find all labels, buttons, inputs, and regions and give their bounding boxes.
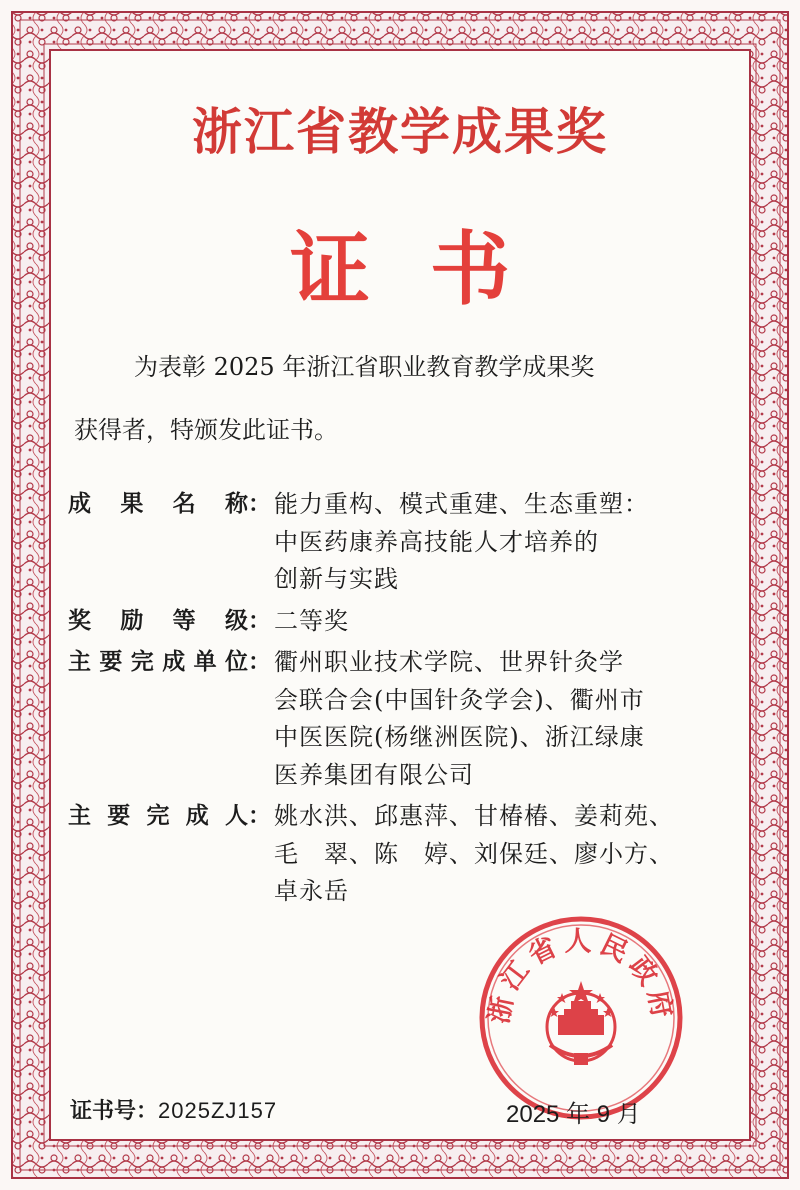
field-colon: ：: [248, 491, 271, 517]
value-line: 衢州职业技术学院、世界针灸学: [274, 648, 624, 676]
field-award-level: [68, 603, 740, 641]
field-label: 主要完成人: [68, 803, 248, 829]
field-value: [274, 603, 740, 641]
value-line: 中医药康养高技能人才培养的: [274, 527, 599, 556]
field-colon: ：: [248, 649, 271, 675]
field-value: [274, 486, 740, 599]
field-label: 成果名称: [68, 491, 248, 517]
field-completing-units: [68, 644, 740, 794]
issue-date: 2025 年 9 月: [506, 1101, 641, 1128]
national-emblem-icon: [547, 981, 615, 1065]
intro-text: [74, 336, 734, 462]
value-line: 中医医院(杨继洲医院)、浙江绿康: [274, 723, 645, 751]
value-line: 卓永岳: [274, 877, 349, 905]
field-label: 奖励等级: [68, 607, 248, 634]
field-label: 主要完成单位: [68, 649, 248, 675]
value-line: 姚水洪、邱惠萍、甘椿椿、姜莉苑、: [274, 802, 674, 830]
value-line: 会联合会(中国针灸学会)、衢州市: [274, 685, 645, 714]
value-line: 能力重构、模式重建、生态重塑：: [274, 490, 649, 518]
value-line: 二等奖: [274, 606, 349, 635]
certificate-number: [70, 1094, 277, 1125]
certificate-title: 浙江省教学成果奖: [192, 103, 608, 161]
award-details: [68, 486, 740, 915]
intro-line-2: 获得者，特颁发此证书。: [74, 416, 338, 444]
field-completers: [68, 798, 740, 911]
field-achievement-name: [68, 486, 740, 599]
certificate-number-value: 2025ZJ157: [158, 1098, 278, 1123]
value-line: 医养集团有限公司: [274, 760, 474, 789]
seal-text: 浙江省人民政府: [483, 926, 679, 1027]
certificate-number-label: 证书号：: [70, 1099, 159, 1124]
field-value: [274, 798, 740, 911]
value-line: 毛 翠、陈 婷、刘保廷、廖小方、: [274, 839, 674, 868]
field-value: [274, 644, 740, 794]
field-colon: ：: [248, 607, 271, 634]
government-seal-icon: [478, 915, 684, 1121]
certificate-subtitle: 证书: [290, 223, 570, 316]
intro-line-1: 为表彰 2025 年浙江省职业教育教学成果奖: [134, 353, 595, 381]
field-colon: ：: [248, 803, 271, 829]
value-line: 创新与实践: [274, 565, 399, 593]
